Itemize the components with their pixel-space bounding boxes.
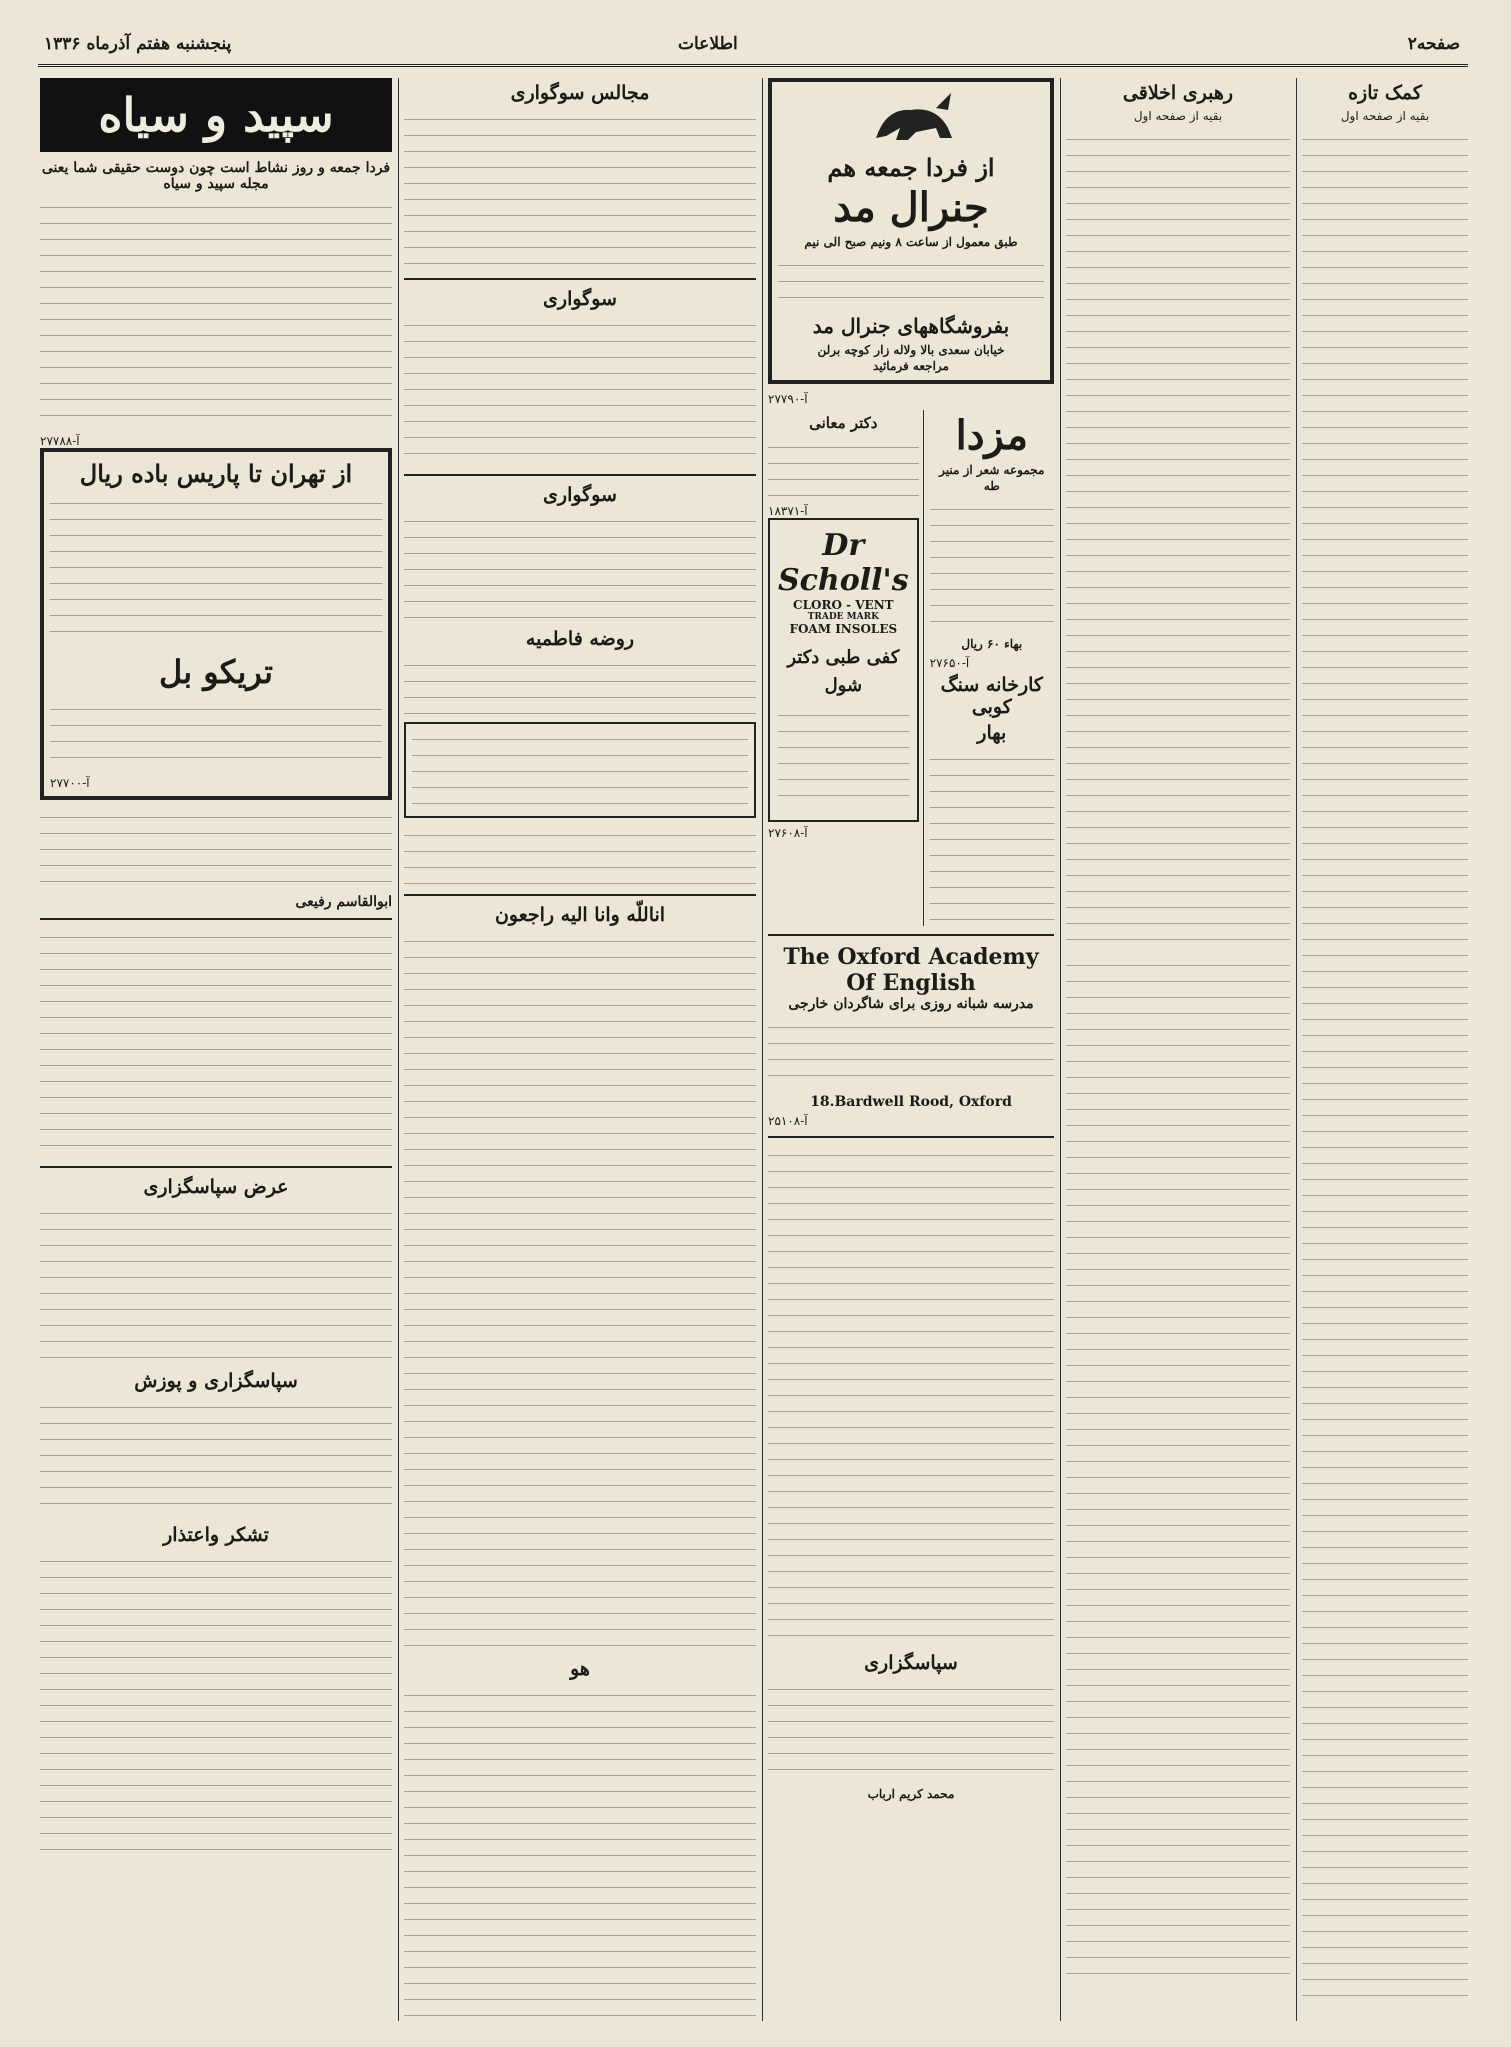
divider [404,474,756,476]
notice-body [40,808,392,888]
column-rule [762,78,763,2021]
ad-oxford-subtitle: مدرسه شبانه روزی برای شاگردان خارجی [788,996,1034,1012]
notice-body [404,316,756,466]
notice-signer: محمد کریم ارباب [867,1787,955,1801]
ad-brand-name: جنرال مد [833,184,989,231]
divider [404,278,756,280]
ad-brand-name: مزدا [955,412,1029,459]
ad-body [778,706,909,806]
issue-date: پنجشنبه هفتم آذرماه ۱۳۳۶ [44,34,232,54]
ad-text: طبق معمول از ساعت ۸ ونیم صبح الی نیم [804,235,1018,249]
ad-text: مجموعه شعر از منیر طه [939,463,1045,493]
article-body [1302,130,1468,2010]
ad-text: فردا جمعه و روز نشاط است چون دوست حقیقی شما یعنی مجله سپید و سیاه [41,160,391,192]
notice-box [404,722,756,818]
column-rule [398,78,399,2021]
page-number: صفحه۲ [1407,34,1460,54]
ad-cta: مراجعه فرمائید [873,359,949,373]
ad-oxford-address: 18.Bardwell Rood, Oxford [810,1094,1012,1110]
ad-product-type: FOAM INSOLES [789,622,898,636]
column-ads-center [768,78,1054,2021]
notice-body [768,1680,1054,1780]
ad-address: خیابان سعدی بالا ولاله زار کوچه برلن [817,343,1005,357]
notice-title: روضه فاطمیه [525,628,635,650]
ad-code: آ-۲۷۶۵۰ [929,656,970,670]
ad-tagline: از فردا جمعه هم [827,153,995,182]
section-title: مجالس سوگواری [510,82,650,104]
ad-scholl [768,518,919,822]
ad-code: آ-۱۸۳۷۱ [768,504,808,518]
notice-title: سوگواری [543,288,617,310]
divider [404,894,756,896]
ad-price: بهاء ۶۰ ریال [961,637,1023,651]
column-mourning [404,78,756,2021]
divider [40,1166,392,1168]
article-subtitle: بقیه از صفحه اول [1340,109,1430,123]
notice-body [404,1686,756,2016]
ad-body [40,198,392,428]
notice-body [40,928,392,1158]
section-title: کارخانه سنگ کوبی [940,674,1043,718]
ad-persian-name: کفی طبی دکتر شول [787,647,900,696]
notice-title: هو [570,1658,590,1680]
column-kamak-tazeh [1302,78,1468,2021]
ad-brand-name: Dr Scholl's [778,528,909,598]
ad-body [930,750,1054,920]
article-subtitle: بقیه از صفحه اول [1133,109,1223,123]
notice-body [404,932,756,1652]
ad-headline: بفروشگاههای جنرال مد [812,314,1010,338]
ad-body [930,500,1054,630]
notice-body [40,1398,392,1518]
article-body [1066,130,1290,950]
column-rule [1296,78,1297,2021]
column-rahbari [1066,78,1290,2021]
notice-body [404,826,756,886]
ad-body [50,700,382,770]
article-title: کمک تازه [1348,82,1422,104]
ad-title: دکتر معانی [809,414,878,432]
notice-body [404,110,756,270]
notice-body [404,656,756,716]
notice-title: سپاسگزاری [864,1652,958,1674]
ad-body [768,1018,1054,1088]
notice-body [404,512,756,622]
divider [768,934,1054,936]
ad-brand-name: تریکو بل [159,653,273,691]
ad-general-mod [768,78,1054,384]
notice-body [40,1552,392,1852]
divider [40,918,392,920]
sepid-o-siah-logo: سپید و سیاه [40,78,392,152]
section-subtitle: بهار [977,722,1007,744]
divider [768,1136,1054,1138]
notice-body [768,1146,1054,1646]
ad-oxford-title: The Oxford Academy Of English [783,944,1039,996]
ad-code: آ-۲۵۱۰۸ [768,1114,808,1128]
column-rule [1060,78,1061,2021]
article-body-continued [1066,956,1290,1976]
newspaper-name: اطلاعات [678,34,738,54]
page-header [38,30,1468,67]
notice-title: اناللّه وانا الیه راجعون [494,904,666,926]
ad-body [50,494,382,644]
ad-code: آ-۲۷۷۹۰ [768,392,808,406]
lion-logo-icon [856,88,966,148]
column-left-ads [40,78,392,2021]
ad-code: آ-۲۷۷۸۸ [40,434,80,448]
article-title: رهبری اخلاقی [1122,82,1234,104]
ad-trademark: TRADE MARK [807,612,879,622]
notice-title: تشکر واعتذار [163,1524,269,1546]
ad-column-inner [768,410,924,926]
ad-body [778,256,1044,306]
ad-tricobel [40,448,392,800]
ad-headline: از تهران تا پاریس باده ریال [79,459,353,488]
notice-title: عرض سپاسگزاری [143,1176,289,1198]
ad-code: آ-۲۷۶۰۸ [768,826,808,840]
notice-signer: ابوالقاسم رفیعی [295,894,392,910]
notice-body [40,1204,392,1364]
ad-product: CLORO - VENT [793,598,894,612]
notice-body [412,730,748,810]
notice-title: سوگواری [543,484,617,506]
notice-title: سپاسگزاری و پوزش [134,1370,298,1392]
ad-body [768,438,919,498]
ad-code: آ-۲۷۷۰۰ [50,776,90,790]
ad-mazda [930,410,1054,926]
